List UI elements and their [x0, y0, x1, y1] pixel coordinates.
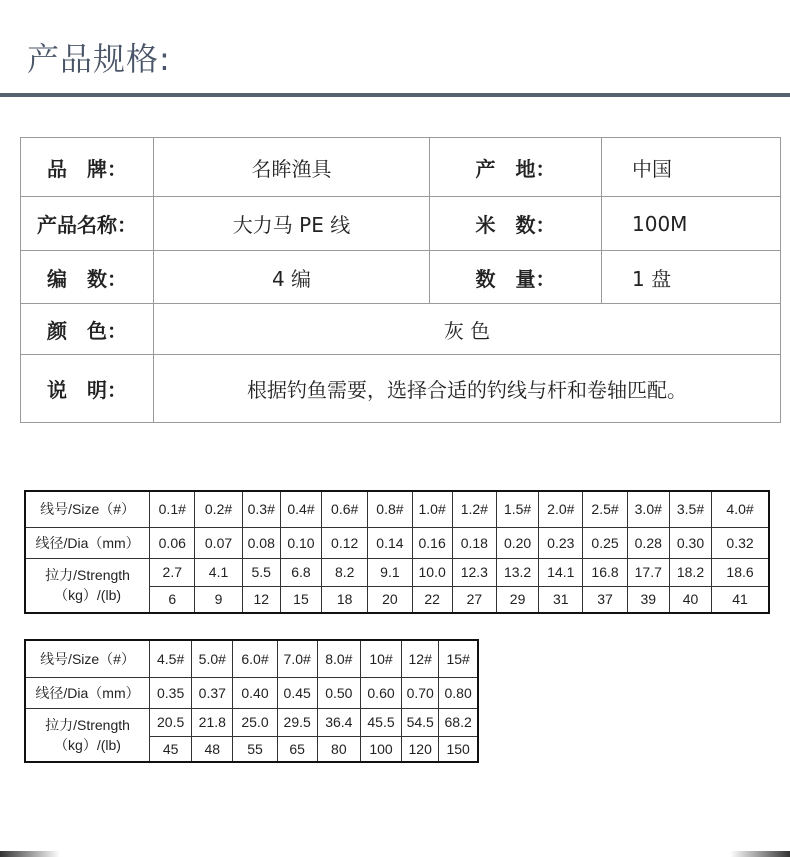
dia-cell: 0.18	[452, 527, 496, 558]
strength-header	[25, 558, 150, 613]
kg-cell: 25.0	[233, 708, 277, 736]
origin-value: 中国	[602, 138, 781, 197]
kg-cell: 20.5	[150, 708, 192, 736]
lb-cell: 120	[402, 736, 439, 762]
dia-cell: 0.12	[322, 527, 368, 558]
size-cell: 2.5#	[583, 491, 627, 527]
dia-cell: 0.28	[627, 527, 669, 558]
size-cell: 0.1#	[150, 491, 195, 527]
size-row	[25, 491, 769, 527]
dia-cell: 0.60	[360, 677, 401, 708]
length-label: 米 数：	[430, 197, 602, 251]
strength-header-line-1: 拉力/Strength	[45, 716, 130, 733]
size-cell: 10#	[360, 640, 401, 677]
size-cell: 0.8#	[368, 491, 412, 527]
dia-cell: 0.45	[277, 677, 317, 708]
weave-value: 4 编	[154, 251, 430, 304]
quantity-value: 1 盘	[602, 251, 781, 304]
product-name-label: 产品名称：	[21, 197, 154, 251]
size-cell: 4.0#	[712, 491, 769, 527]
lb-cell: 100	[360, 736, 401, 762]
spec-row-brand	[21, 138, 781, 197]
lb-cell: 150	[439, 736, 478, 762]
dia-row	[25, 677, 478, 708]
size-table-2	[24, 639, 479, 763]
description-label: 说 明：	[21, 355, 154, 423]
spec-row-description	[21, 355, 781, 423]
size-cell: 12#	[402, 640, 439, 677]
strength-header	[25, 708, 150, 762]
kg-cell: 12.3	[452, 558, 496, 586]
size-cell: 3.5#	[669, 491, 711, 527]
kg-cell: 9.1	[368, 558, 412, 586]
lb-cell: 65	[277, 736, 317, 762]
dia-header: 线径/Dia（mm）	[25, 677, 150, 708]
length-value: 100M	[602, 197, 781, 251]
dia-cell: 0.80	[439, 677, 478, 708]
dia-cell: 0.08	[242, 527, 280, 558]
size-cell: 1.5#	[496, 491, 538, 527]
dia-cell: 0.50	[317, 677, 360, 708]
kg-cell: 36.4	[317, 708, 360, 736]
size-cell: 15#	[439, 640, 478, 677]
dia-cell: 0.32	[712, 527, 769, 558]
dia-cell: 0.70	[402, 677, 439, 708]
dia-cell: 0.40	[233, 677, 277, 708]
lb-cell: 80	[317, 736, 360, 762]
color-label: 颜 色：	[21, 304, 154, 355]
lb-cell: 37	[583, 586, 627, 613]
kg-cell: 14.1	[539, 558, 583, 586]
brand-value: 名眸渔具	[154, 138, 430, 197]
kg-cell: 8.2	[322, 558, 368, 586]
kg-cell: 2.7	[150, 558, 195, 586]
lb-cell: 27	[452, 586, 496, 613]
dia-cell: 0.16	[412, 527, 452, 558]
kg-cell: 17.7	[627, 558, 669, 586]
spec-table	[20, 137, 781, 423]
corner-decoration-left	[0, 851, 60, 857]
lb-cell: 29	[496, 586, 538, 613]
spec-row-color	[21, 304, 781, 355]
size-cell: 2.0#	[539, 491, 583, 527]
lb-cell: 22	[412, 586, 452, 613]
kg-cell: 18.6	[712, 558, 769, 586]
kg-cell: 6.8	[280, 558, 321, 586]
size-cell: 6.0#	[233, 640, 277, 677]
dia-cell: 0.23	[539, 527, 583, 558]
dia-cell: 0.30	[669, 527, 711, 558]
strength-header-line-2: （kg）/(lb)	[54, 587, 122, 604]
size-cell: 3.0#	[627, 491, 669, 527]
corner-decoration-right	[730, 851, 790, 857]
size-cell: 0.3#	[242, 491, 280, 527]
lb-cell: 48	[192, 736, 233, 762]
size-cell: 0.2#	[195, 491, 242, 527]
lb-cell: 31	[539, 586, 583, 613]
brand-label: 品 牌：	[21, 138, 154, 197]
kg-cell: 21.8	[192, 708, 233, 736]
dia-header: 线径/Dia（mm）	[25, 527, 150, 558]
size-cell: 1.0#	[412, 491, 452, 527]
strength-header-line-2: （kg）/(lb)	[54, 736, 121, 753]
kg-cell: 29.5	[277, 708, 317, 736]
kg-cell: 54.5	[402, 708, 439, 736]
dia-cell: 0.20	[496, 527, 538, 558]
size-table-1	[24, 490, 770, 614]
dia-cell: 0.35	[150, 677, 192, 708]
size-cell: 8.0#	[317, 640, 360, 677]
origin-label: 产 地：	[430, 138, 602, 197]
kg-cell: 68.2	[439, 708, 478, 736]
lb-cell: 12	[242, 586, 280, 613]
lb-cell: 39	[627, 586, 669, 613]
product-name-value: 大力马 PE 线	[154, 197, 430, 251]
size-cell: 4.5#	[150, 640, 192, 677]
spec-row-weave	[21, 251, 781, 304]
weave-label: 编 数：	[21, 251, 154, 304]
size-cell: 5.0#	[192, 640, 233, 677]
dia-row	[25, 527, 769, 558]
quantity-label: 数 量：	[430, 251, 602, 304]
size-header: 线号/Size（#）	[25, 640, 150, 677]
kg-cell: 13.2	[496, 558, 538, 586]
lb-cell: 15	[280, 586, 321, 613]
dia-cell: 0.10	[280, 527, 321, 558]
kg-row	[25, 708, 478, 736]
lb-cell: 9	[195, 586, 242, 613]
lb-cell: 41	[712, 586, 769, 613]
dia-cell: 0.07	[195, 527, 242, 558]
size-cell: 1.2#	[452, 491, 496, 527]
size-cell: 7.0#	[277, 640, 317, 677]
kg-cell: 4.1	[195, 558, 242, 586]
lb-cell: 6	[150, 586, 195, 613]
lb-cell: 40	[669, 586, 711, 613]
size-cell: 0.4#	[280, 491, 321, 527]
size-header: 线号/Size（#）	[25, 491, 150, 527]
kg-cell: 5.5	[242, 558, 280, 586]
dia-cell: 0.14	[368, 527, 412, 558]
kg-cell: 18.2	[669, 558, 711, 586]
page-title: 产品规格:	[27, 40, 171, 78]
title-divider	[0, 93, 790, 97]
lb-cell: 55	[233, 736, 277, 762]
description-value: 根据钓鱼需要，选择合适的钓线与杆和卷轴匹配。	[154, 355, 781, 423]
kg-row	[25, 558, 769, 586]
kg-cell: 45.5	[360, 708, 401, 736]
color-value: 灰 色	[154, 304, 781, 355]
size-row	[25, 640, 478, 677]
dia-cell: 0.06	[150, 527, 195, 558]
kg-cell: 16.8	[583, 558, 627, 586]
strength-header-line-1: 拉力/Strength	[45, 567, 130, 584]
lb-cell: 18	[322, 586, 368, 613]
size-cell: 0.6#	[322, 491, 368, 527]
dia-cell: 0.25	[583, 527, 627, 558]
lb-cell: 45	[150, 736, 192, 762]
spec-row-name	[21, 197, 781, 251]
dia-cell: 0.37	[192, 677, 233, 708]
kg-cell: 10.0	[412, 558, 452, 586]
lb-cell: 20	[368, 586, 412, 613]
